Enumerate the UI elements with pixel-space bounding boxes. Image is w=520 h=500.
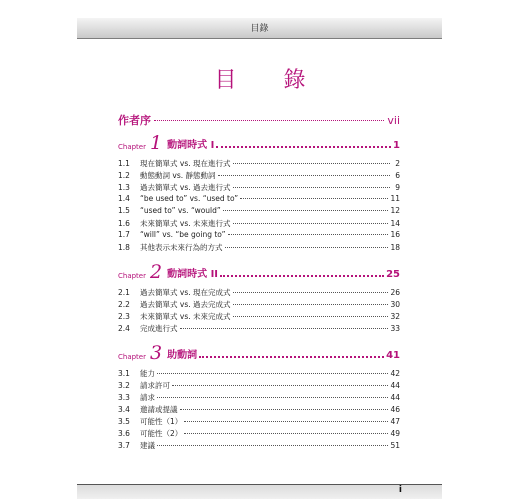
- section-1-2[interactable]: [118, 170, 400, 182]
- chapter-1-heading[interactable]: [118, 133, 400, 153]
- chapter-word: Chapter: [118, 353, 146, 361]
- section-title: 未來簡單式 vs. 未來完成式: [140, 312, 231, 321]
- section-1-1[interactable]: [118, 158, 400, 170]
- chapter-page: 25: [386, 269, 400, 280]
- section-page: 26: [390, 288, 400, 297]
- section-number: 3.1: [118, 369, 130, 378]
- dot-leader: [157, 373, 388, 374]
- section-number: 1.4: [118, 194, 130, 203]
- section-title: “will” vs. “be going to”: [140, 230, 226, 239]
- footer-page-number: i: [398, 485, 402, 495]
- chapter-page: 41: [386, 350, 400, 361]
- section-1-4[interactable]: [118, 194, 400, 206]
- section-page: 30: [390, 300, 400, 309]
- section-title: 邀請或提議: [140, 405, 178, 414]
- section-title: 動態動詞 vs. 靜態動詞: [140, 171, 216, 180]
- section-3-5[interactable]: [118, 416, 400, 428]
- section-page: 51: [390, 441, 400, 450]
- chapter-title: 動詞時式 II: [167, 269, 219, 280]
- section-page: 18: [390, 243, 400, 252]
- section-page: 14: [390, 219, 400, 228]
- chapter-3-heading[interactable]: [118, 343, 400, 363]
- dot-leader: [157, 445, 388, 446]
- section-number: 2.2: [118, 300, 130, 309]
- toc-title: 目 錄: [214, 68, 326, 93]
- chapter-number: 2: [150, 261, 163, 283]
- section-1-3[interactable]: [118, 182, 400, 194]
- section-title: 可能性（1）: [140, 417, 183, 426]
- section-number: 3.7: [118, 441, 130, 450]
- chapter-2-heading[interactable]: [118, 262, 400, 282]
- section-title: “be used to” vs. “used to”: [140, 194, 239, 203]
- chapter-page: 1: [393, 140, 400, 151]
- dot-leader: [180, 328, 389, 329]
- dot-leader: [172, 385, 388, 386]
- dot-leader: [180, 409, 389, 410]
- section-title: 過去簡單式 vs. 過去進行式: [140, 183, 231, 192]
- dot-leader: [184, 421, 388, 422]
- chapter-number: 1: [150, 132, 163, 154]
- section-title: 建議: [140, 441, 155, 450]
- preface-page: vii: [387, 114, 400, 127]
- section-2-4[interactable]: [118, 323, 400, 335]
- section-number: 2.1: [118, 288, 130, 297]
- section-number: 3.4: [118, 405, 130, 414]
- section-page: 46: [390, 405, 400, 414]
- section-3-2[interactable]: [118, 380, 400, 392]
- dot-leader: [216, 146, 391, 148]
- preface-title: 作者序: [118, 114, 151, 127]
- section-page: 49: [390, 429, 400, 438]
- dot-leader: [233, 223, 389, 224]
- section-number: 2.4: [118, 324, 130, 333]
- section-1-6[interactable]: [118, 218, 400, 230]
- section-page: 42: [390, 369, 400, 378]
- section-title: 未來簡單式 vs. 未來進行式: [140, 219, 231, 228]
- dot-leader: [199, 356, 384, 358]
- preface-entry[interactable]: [118, 112, 400, 128]
- section-number: 1.8: [118, 243, 130, 252]
- section-page: 9: [395, 183, 400, 192]
- section-title: 可能性（2）: [140, 429, 183, 438]
- section-number: 1.5: [118, 206, 130, 215]
- chapter-word: Chapter: [118, 272, 146, 280]
- section-page: 12: [390, 206, 400, 215]
- section-title: 請求許可: [140, 381, 170, 390]
- dot-leader: [233, 316, 389, 317]
- dot-leader: [218, 175, 391, 176]
- section-number: 2.3: [118, 312, 130, 321]
- section-page: 6: [395, 171, 400, 180]
- section-1-5[interactable]: [118, 206, 400, 218]
- section-2-1[interactable]: [118, 287, 400, 299]
- section-3-1[interactable]: [118, 368, 400, 380]
- chapter-title: 動詞時式 I: [167, 140, 215, 151]
- section-number: 1.7: [118, 230, 130, 239]
- section-page: 44: [390, 381, 400, 390]
- dot-leader: [233, 292, 389, 293]
- section-3-6[interactable]: [118, 428, 400, 440]
- dot-leader: [223, 210, 389, 211]
- section-title: 現在簡單式 vs. 現在進行式: [140, 159, 231, 168]
- section-number: 3.2: [118, 381, 130, 390]
- section-3-4[interactable]: [118, 404, 400, 416]
- section-number: 1.6: [118, 219, 130, 228]
- section-page: 47: [390, 417, 400, 426]
- dot-leader: [233, 304, 389, 305]
- dot-leader: [240, 198, 388, 199]
- section-title: 完成進行式: [140, 324, 178, 333]
- section-1-8[interactable]: [118, 242, 400, 254]
- section-number: 3.6: [118, 429, 130, 438]
- section-page: 2: [395, 159, 400, 168]
- section-title: 請求: [140, 393, 155, 402]
- section-page: 11: [390, 194, 400, 203]
- header-title: 目錄: [250, 24, 269, 34]
- section-3-7[interactable]: [118, 440, 400, 452]
- section-title: 過去簡單式 vs. 現在完成式: [140, 288, 231, 297]
- section-number: 3.3: [118, 393, 130, 402]
- dot-leader: [233, 163, 391, 164]
- section-3-3[interactable]: [118, 392, 400, 404]
- chapter-title: 助動詞: [167, 350, 198, 361]
- section-1-7[interactable]: [118, 230, 400, 242]
- page-header-bar: [77, 18, 442, 39]
- dot-leader: [184, 433, 388, 434]
- section-title: 能力: [140, 369, 155, 378]
- section-page: 33: [390, 324, 400, 333]
- section-title: 其他表示未來行為的方式: [140, 243, 223, 252]
- dot-leader: [225, 247, 389, 248]
- section-page: 32: [390, 312, 400, 321]
- chapter-word: Chapter: [118, 143, 146, 151]
- dot-leader: [154, 120, 384, 121]
- section-2-2[interactable]: [118, 299, 400, 311]
- dot-leader: [233, 187, 391, 188]
- dot-leader: [157, 397, 388, 398]
- section-title: 過去簡單式 vs. 過去完成式: [140, 300, 231, 309]
- section-page: 44: [390, 393, 400, 402]
- chapter-number: 3: [150, 342, 163, 364]
- section-number: 1.2: [118, 171, 130, 180]
- section-number: 1.3: [118, 183, 130, 192]
- dot-leader: [228, 234, 389, 235]
- section-2-3[interactable]: [118, 311, 400, 323]
- page-footer-bar: [77, 484, 442, 499]
- section-title: “used to” vs. “would”: [140, 206, 221, 215]
- section-number: 1.1: [118, 159, 130, 168]
- dot-leader: [220, 275, 384, 277]
- section-page: 16: [390, 230, 400, 239]
- section-number: 3.5: [118, 417, 130, 426]
